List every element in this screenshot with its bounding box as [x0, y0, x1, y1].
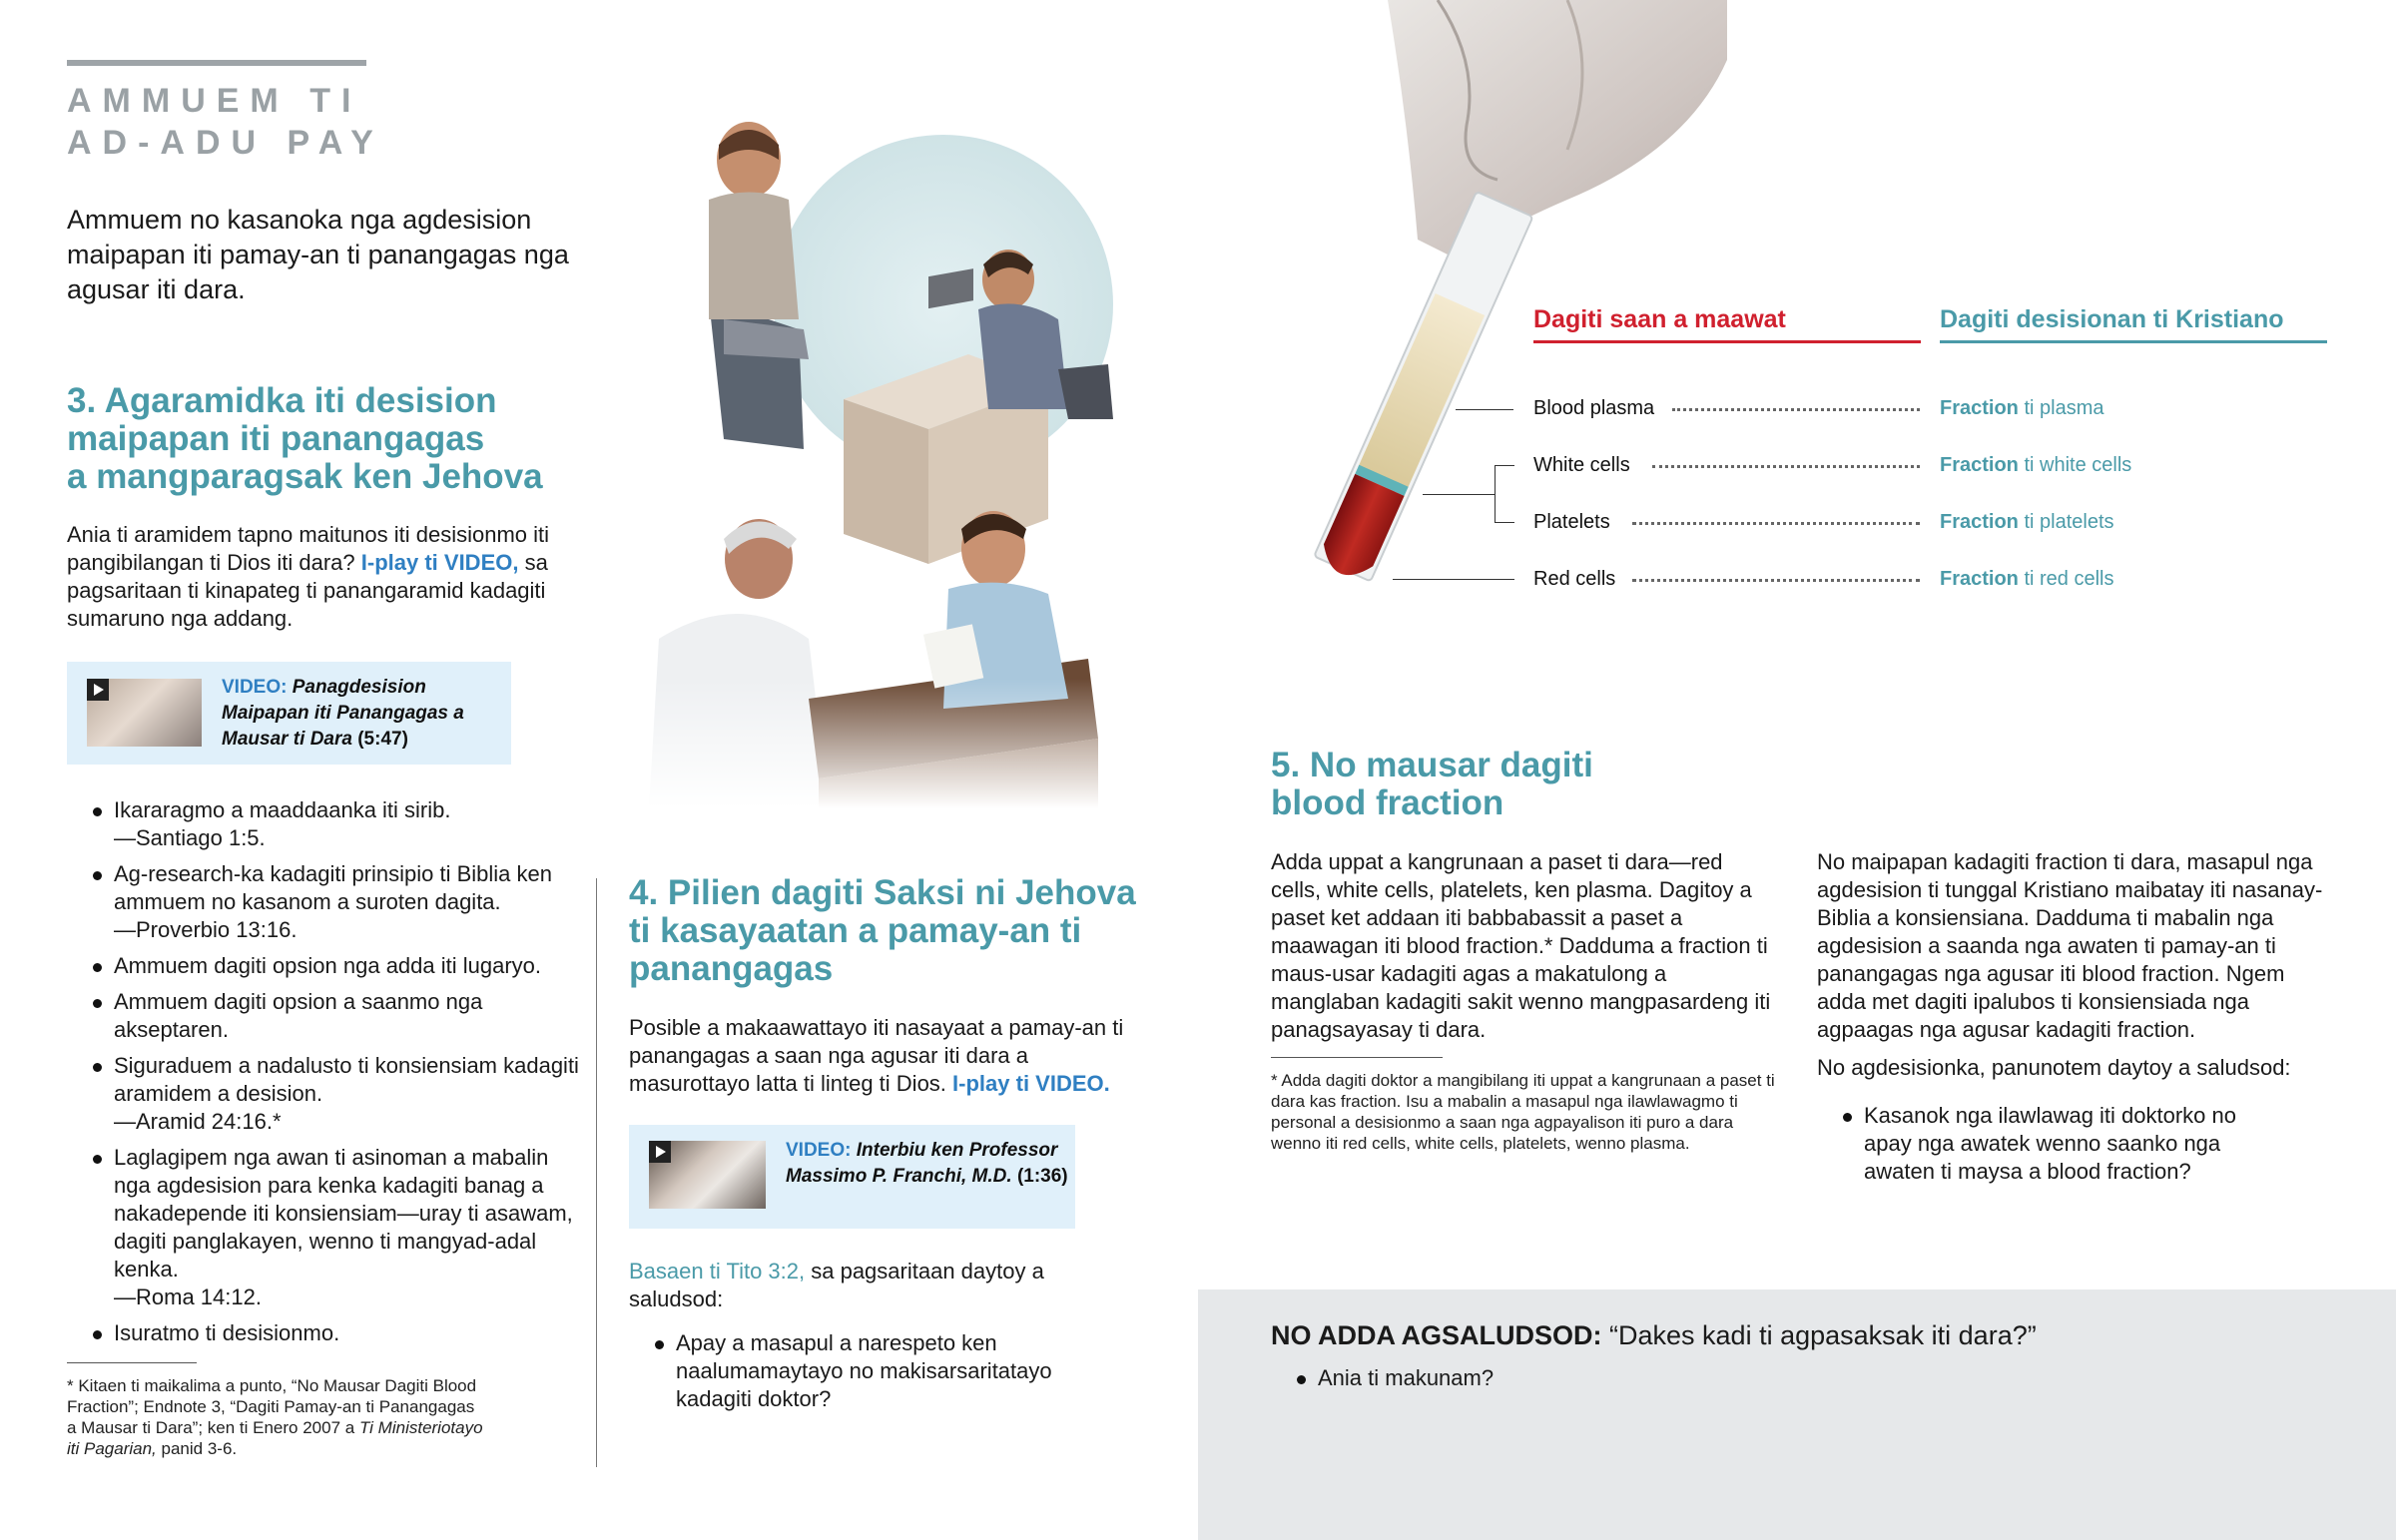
fraction-label: Fraction ti red cells — [1940, 568, 2114, 590]
intro-paragraph: Ammuem no kasanoka nga agdesision maipapan iti pamay-an ti panangagas nga agusar iti dara. — [67, 205, 569, 304]
section-4-body — [629, 1014, 1128, 1098]
leader-line — [1495, 465, 1514, 466]
list-item: Ammuem dagiti opsion nga adda iti lugaryo. — [67, 952, 586, 980]
section-5-heading — [1271, 747, 1770, 822]
play-icon[interactable] — [87, 679, 109, 701]
video-label-2: VIDEO: — [786, 1140, 852, 1161]
top-rule — [67, 60, 366, 66]
read-scripture — [629, 1258, 1128, 1313]
table-header-christian-decision: Dagiti desisionan ti Kristiano — [1940, 305, 2284, 333]
section-5-column-1: Adda uppat a kangrunaan a paset ti dara—red cells, white cells, platelets, ken plasma. Dagitoy a paset ket addaan iti babbabassit a paset a maawagan iti blood fraction.* Dadduma a fraction ti maus-usar kadagiti agas a makatulong a manglaban kadagiti sakit wenno mangpasardeng iti panagsayasay ti dara. — [1271, 849, 1771, 1042]
question-text: “Dakes kadi ti agpasaksak iti dara?” — [1609, 1320, 2037, 1350]
fraction-label: Fraction ti white cells — [1940, 454, 2132, 476]
video-label-1: VIDEO: — [222, 677, 288, 698]
consultation-illustration — [629, 120, 1168, 808]
component-label: Blood plasma — [1533, 397, 1655, 419]
video-duration-1: (5:47) — [357, 729, 408, 750]
section-4-text: Posible a makaawattayo iti nasayaat a pamay-an ti panangagas a saan nga agusar iti dara a masurottayo latta ti linteg ti Dios. — [629, 1015, 1124, 1096]
header-rule-red — [1533, 340, 1921, 343]
video-thumbnail-2[interactable] — [649, 1141, 766, 1209]
list-item: Apay a masapul a narespeto ken naalumamaytayo no makisarsaritatayo kadagiti doktor? — [629, 1329, 1108, 1413]
reflection-list — [1817, 1102, 2286, 1194]
leader-bracket — [1495, 465, 1496, 523]
fraction-label: Fraction ti plasma — [1940, 397, 2104, 419]
play-icon[interactable] — [649, 1141, 671, 1163]
play-video-link-1[interactable]: I-play ti VIDEO, — [360, 550, 519, 575]
footnote-rule — [67, 1362, 197, 1363]
leader-line — [1393, 579, 1514, 580]
video-card-2[interactable] — [629, 1125, 1075, 1229]
dotted-leader — [1652, 465, 1920, 468]
section-4-title-line-1: 4. Pilien dagiti Saksi ni Jehova — [629, 873, 1136, 912]
read-text: sa pagsaritaan daytoy a saludsod: — [629, 1259, 1044, 1311]
video-caption-1 — [222, 675, 506, 753]
dotted-leader — [1632, 579, 1920, 582]
leader-line — [1456, 409, 1513, 410]
section-3-title-line-2: maipapan iti panangagas — [67, 419, 485, 458]
footnote-left: * Kitaen ti maikalima a punto, “No Mausar Dagiti Blood Fraction”; Endnote 3, “Dagiti Pamay-an ti Panangagas a Mausar ti Dara”; ken ti Enero 2007 a Ti Ministeriotayo iti Pagarian, panid 3-6. — [67, 1376, 483, 1458]
component-label: Platelets — [1533, 511, 1610, 533]
section-4-title-line-3: panangagas — [629, 949, 834, 988]
leader-line — [1495, 522, 1514, 523]
section-3-heading — [67, 382, 626, 496]
section-kicker — [67, 80, 384, 164]
header-rule-teal — [1940, 340, 2327, 343]
question-line — [1271, 1318, 2037, 1352]
list-item: Isuratmo ti desisionmo. — [67, 1319, 586, 1347]
section-4-title-line-2: ti kasayaatan a pamay-an ti — [629, 911, 1082, 950]
scripture-link[interactable]: Basaen ti Tito 3:2, — [629, 1259, 806, 1283]
component-label: White cells — [1533, 454, 1630, 476]
table-header-not-acceptable: Dagiti saan a maawat — [1533, 305, 1786, 333]
column-divider — [596, 878, 597, 1467]
section-5-column-2 — [1817, 848, 2326, 1082]
footnote-right: * Adda dagiti doktor a mangibilang iti uppat a kangrunaan a paset ti dara kas fraction. Isu a mabalin a masapul nga ilawlawagmo ti personal a desisionmo a saan nga agpayalison iti puro a dara wenno iti red cells, white cells, platelets, wenno plasma. — [1271, 1071, 1775, 1153]
list-item: Ammuem dagiti opsion a saanmo nga akseptaren. — [67, 988, 586, 1044]
section-3-title-line-1: 3. Agaramidka iti desision — [67, 381, 497, 420]
video-thumbnail-1[interactable] — [87, 679, 202, 747]
list-item: Siguraduem a nadalusto ti konsiensiam kadagiti aramidem a desision. —Aramid 24:16.* — [67, 1052, 586, 1136]
play-video-link-2[interactable]: I-play ti VIDEO. — [952, 1071, 1110, 1096]
list-item: Kasanok nga ilawlawag iti doktorko no apay nga awatek wenno saanko nga awaten ti maysa a blood fraction? — [1817, 1102, 2286, 1186]
section-3-text: Ania ti aramidem tapno maitunos iti desisionmo iti pangibilangan ti Dios iti dara? — [67, 522, 550, 575]
section-3-text-after: sa pagsaritaan ti kinapateg ti panangaramid kadagiti sumaruno nga addang. — [67, 550, 548, 631]
dotted-leader — [1672, 408, 1920, 411]
section-4-heading — [629, 874, 1188, 988]
video-title-2: Interbiu ken Professor Massimo P. Franchi, M.D. — [786, 1140, 1058, 1187]
question-label: NO ADDA AGSALUDSOD: — [1271, 1320, 1602, 1350]
section-3-title-line-3: a mangparagsak ken Jehova — [67, 457, 543, 496]
list-item: Ag-research-ka kadagiti prinsipio ti Biblia ken ammuem no kasanom a suroten dagita. —Proverbio 13:16. — [67, 860, 586, 944]
footnote-rule — [1271, 1057, 1443, 1058]
kicker-line-1: AMMUEM TI — [67, 82, 362, 120]
list-item: Ikararagmo a maaddaanka iti sirib. —Santiago 1:5. — [67, 796, 586, 852]
section-5-title-line-1: 5. No mausar dagiti — [1271, 746, 1593, 784]
section-5-paragraph-3: No agdesisionka, panunotem daytoy a saludsod: — [1817, 1055, 2291, 1080]
video-card-1[interactable] — [67, 662, 511, 765]
leader-line — [1423, 494, 1495, 495]
fraction-label: Fraction ti platelets — [1940, 511, 2114, 533]
video-duration-2: (1:36) — [1016, 1166, 1068, 1187]
dotted-leader — [1632, 522, 1920, 525]
kicker-line-2: AD-ADU PAY — [67, 124, 384, 162]
section-3-body — [67, 521, 566, 633]
video-caption-2 — [786, 1138, 1070, 1190]
list-item: Laglagipem nga awan ti asinoman a mabalin nga agdesision para kenka kadagiti banag a nakadepende iti konsiensiam—uray ti asawam, dagiti panglakayen, wenno ti mangyad-adal kenka. —Roma 14:12. — [67, 1144, 586, 1311]
discussion-list — [629, 1329, 1108, 1421]
section-5-paragraph-2: No maipapan kadagiti fraction ti dara, masapul nga agdesision ti tunggal Kristiano maibatay iti nasanay-Biblia a konsiensiana. Dadduma ti mabalin nga agdesision a saanda nga awaten ti pamay-an ti panangagas nga agusar iti blood fraction. Ngem adda met dagiti ipalubos ti konsiensiada nga agpaagas nga agusar kadagiti fraction. — [1817, 849, 2323, 1042]
component-label: Red cells — [1533, 568, 1616, 590]
video-title-1: Panagdesision Maipapan iti Panangagas a Mausar ti Dara — [222, 677, 464, 750]
answer-list — [1271, 1364, 1870, 1400]
steps-list — [67, 796, 586, 1355]
list-item: Ania ti makunam? — [1271, 1364, 1870, 1392]
section-5-title-line-2: blood fraction — [1271, 783, 1504, 822]
